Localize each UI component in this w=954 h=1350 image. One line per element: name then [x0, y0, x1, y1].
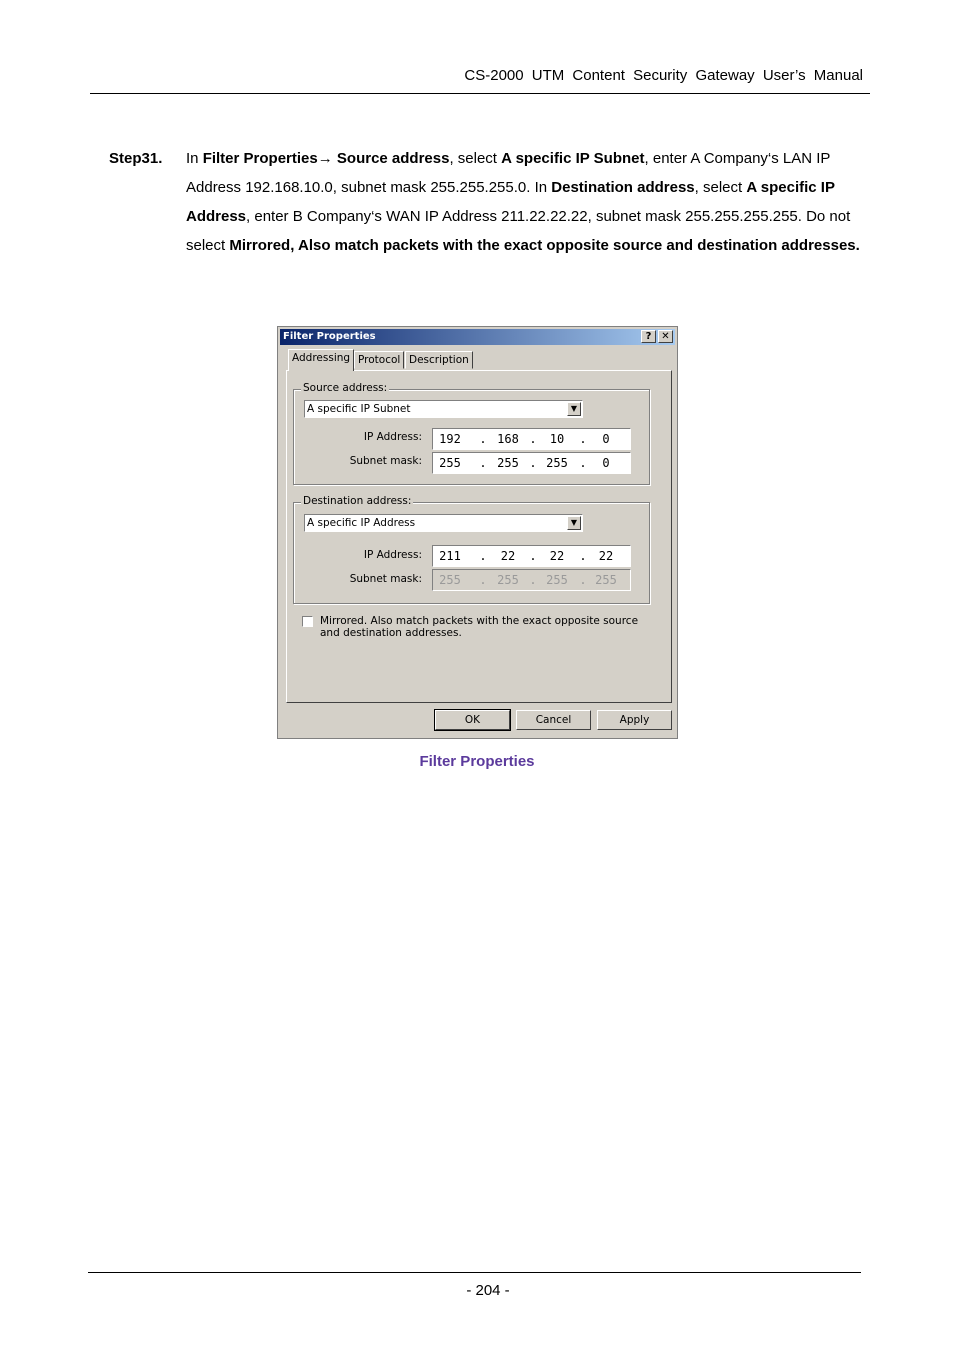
ip-octet: 255: [546, 573, 568, 587]
dialog-title: Filter Properties: [283, 331, 376, 342]
source-ip-field[interactable]: [432, 428, 631, 450]
filter-properties-dialog: [277, 326, 678, 739]
ip-dot: .: [479, 573, 487, 587]
destination-address-group: [293, 495, 650, 604]
ip-octet: 10: [549, 432, 565, 446]
ip-octet: 168: [497, 432, 519, 446]
ip-octet: 255: [497, 573, 519, 587]
step-text: , select: [694, 179, 747, 196]
step-bold: Source address: [332, 150, 450, 167]
mirrored-checkbox[interactable]: [302, 616, 313, 627]
arrow-icon: →: [317, 150, 333, 167]
cancel-button[interactable]: Cancel: [516, 710, 591, 730]
ip-dot: .: [579, 432, 587, 446]
destination-address-select[interactable]: [304, 514, 583, 532]
source-select-value: A specific IP Subnet: [307, 403, 411, 415]
ip-dot: .: [529, 432, 537, 446]
step-bold: Destination address: [551, 179, 695, 196]
source-address-select[interactable]: [304, 400, 583, 418]
step-text: , enter A Company‘s LAN IP Address 192.168.10.0, subnet mask 255.255.255.0. In: [186, 150, 831, 196]
dialog-titlebar: [280, 329, 675, 345]
destination-mask-label: Subnet mask:: [349, 573, 422, 585]
source-address-legend: Source address:: [303, 382, 388, 394]
destination-address-legend: Destination address:: [303, 495, 412, 507]
step-text: , enter B Company‘s WAN IP Address 211.22.22.22, subnet mask 255.255.255.255. Do not select: [186, 208, 851, 254]
ip-octet: 22: [500, 549, 516, 563]
apply-button[interactable]: Apply: [597, 710, 672, 730]
step-label: Step31.: [109, 150, 163, 167]
header-title: CS-2000 UTM Content Security Gateway User’s Manual: [464, 67, 863, 84]
ip-octet: 192: [439, 432, 461, 446]
tab-addressing[interactable]: Addressing: [288, 349, 354, 371]
figure-caption: Filter Properties: [419, 753, 535, 770]
source-mask-label: Subnet mask:: [349, 455, 422, 467]
step-bold: A specific IP Subnet: [501, 150, 645, 167]
footer-rule: [88, 1272, 861, 1273]
tab-description[interactable]: Description: [405, 351, 473, 369]
mirrored-label: Mirrored. Also match packets with the exact opposite source and destination addresses.: [320, 615, 639, 639]
chevron-down-icon[interactable]: ▼: [567, 402, 581, 416]
ip-octet: 22: [549, 549, 565, 563]
tab-protocol[interactable]: Protocol: [354, 351, 404, 369]
ip-dot: .: [529, 456, 537, 470]
step-bold: Filter Properties: [202, 150, 318, 167]
step-bold: Mirrored, Also match packets with the exact opposite source and destination addresses.: [229, 237, 860, 254]
chevron-down-icon[interactable]: ▼: [567, 516, 581, 530]
ip-dot: .: [479, 432, 487, 446]
page-number: - 204 -: [466, 1282, 510, 1299]
source-address-group: [293, 382, 650, 485]
header-rule: [90, 93, 870, 94]
step-bold: A specific IP Address: [186, 179, 835, 225]
destination-ip-field[interactable]: [432, 545, 631, 567]
ip-octet: 0: [602, 456, 610, 470]
step-body: [186, 144, 866, 260]
ip-octet: 0: [602, 432, 610, 446]
ip-octet: 211: [439, 549, 461, 563]
step-text: In: [186, 150, 203, 167]
destination-ip-label: IP Address:: [363, 549, 422, 561]
ip-octet: 255: [497, 456, 519, 470]
close-button[interactable]: ✕: [658, 330, 673, 343]
ip-dot: .: [579, 573, 587, 587]
ip-dot: .: [529, 573, 537, 587]
ip-octet: 255: [439, 456, 461, 470]
ip-octet: 255: [439, 573, 461, 587]
ip-dot: .: [479, 456, 487, 470]
ip-dot: .: [579, 549, 587, 563]
ok-button[interactable]: OK: [435, 710, 510, 730]
ip-octet: 22: [598, 549, 614, 563]
ip-octet: 255: [595, 573, 617, 587]
ip-octet: 255: [546, 456, 568, 470]
ip-dot: .: [579, 456, 587, 470]
ip-dot: .: [529, 549, 537, 563]
ip-dot: .: [479, 549, 487, 563]
help-button[interactable]: ?: [641, 330, 656, 343]
source-mask-field[interactable]: [432, 452, 631, 474]
destination-mask-field: [432, 569, 631, 591]
source-ip-label: IP Address:: [363, 431, 422, 443]
step-text: , select: [449, 150, 502, 167]
destination-select-value: A specific IP Address: [307, 517, 416, 529]
